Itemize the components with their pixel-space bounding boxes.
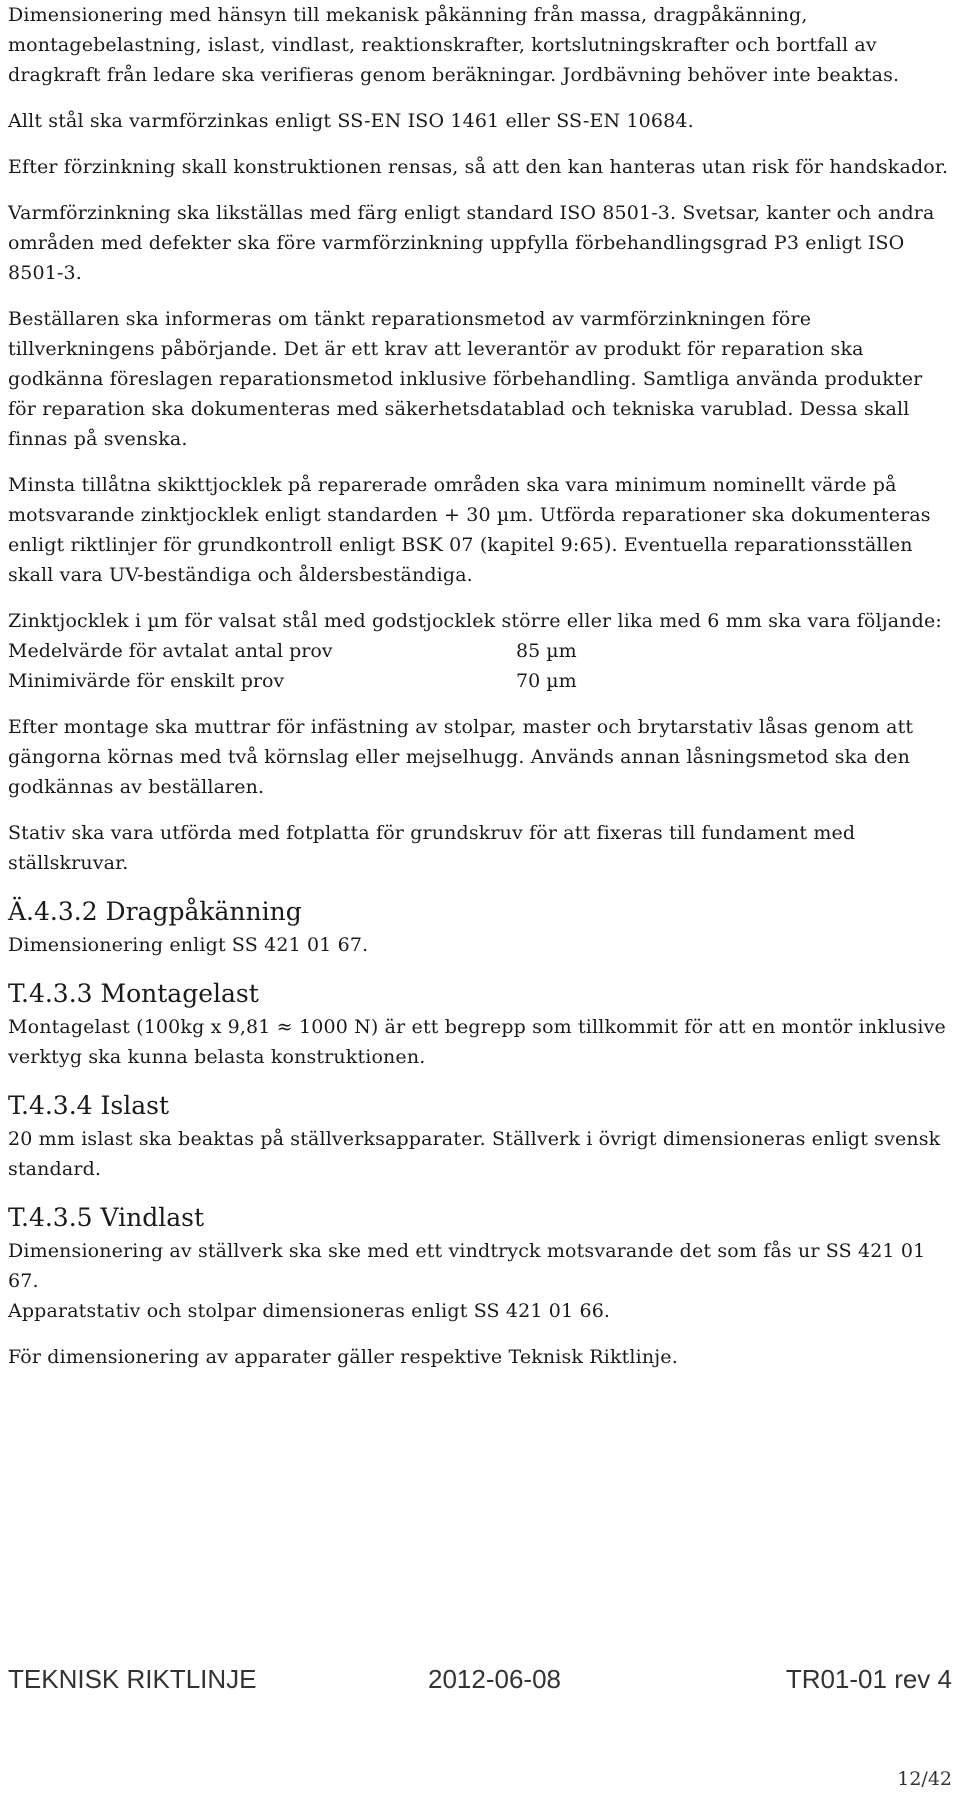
paragraph-zinktjocklek: Zinktjocklek i µm för valsat stål med godstjocklek större eller lika med 6 mm ska vara följande: — [8, 610, 942, 632]
footer-title: TEKNISK RIKTLINJE — [8, 1664, 257, 1694]
section-text-montagelast: Montagelast (100kg x 9,81 ≈ 1000 N) är ett begrepp som tillkommit för att en montör inklusive verktyg ska kunna belasta konstruktionen. — [8, 1016, 946, 1068]
paragraph-stativ: Stativ ska vara utförda med fotplatta för grundskruv för att fixeras till fundament med ställskruvar. — [8, 822, 856, 874]
footer-doc-id: TR01-01 rev 4 — [785, 1664, 952, 1694]
paragraph-closing: För dimensionering av apparater gäller respektive Teknisk Riktlinje. — [8, 1346, 678, 1368]
table-row-label: Medelvärde för avtalat antal prov — [8, 640, 333, 662]
paragraph-varmforzinkning: Allt stål ska varmförzinkas enligt SS-EN ISO 1461 eller SS-EN 10684. — [8, 110, 694, 132]
page-footer — [0, 1664, 960, 1708]
table-row-value: 70 µm — [516, 670, 577, 692]
paragraph-rensning: Efter förzinkning skall konstruktionen rensas, så att den kan hanteras utan risk för handskador. — [8, 156, 949, 178]
paragraph-dimensionering: Dimensionering med hänsyn till mekanisk påkänning från massa, dragpåkänning, montagebelastning, islast, vindlast, reaktionskrafter, kortslutningskrafter och bortfall av dragkraft från ledare ska verifieras genom beräkningar. Jordbävning behöver inte beaktas. — [8, 4, 900, 86]
table-row-value: 85 µm — [516, 640, 577, 662]
page-number: 12/42 — [897, 1768, 952, 1790]
paragraph-reparationsmetod: Beställaren ska informeras om tänkt reparationsmetod av varmförzinkningen före tillverkningens påbörjande. Det är ett krav att leverantör av produkt för reparation ska godkänna föreslagen reparationsmetod inklusive förbehandling. Samtliga använda produkter för reparation ska dokumenteras med säkerhetsdatablad och tekniska varublad. Dessa skall finnas på svenska. — [8, 308, 923, 450]
paragraph-skikttjocklek: Minsta tillåtna skikttjocklek på reparerade områden ska vara minimum nominellt värde på motsvarande zinktjocklek enligt standarden + 30 µm. Utförda reparationer ska dokumenteras enligt riktlinjer för grundkontroll enligt BSK 07 (kapitel 9:65). Eventuella reparationsställen skall vara UV-beständiga och åldersbeständiga. — [8, 474, 931, 586]
section-heading-dragpakanning: Ä.4.3.2 Dragpåkänning — [8, 897, 302, 926]
section-heading-vindlast: T.4.3.5 Vindlast — [8, 1203, 204, 1232]
section-heading-islast: T.4.3.4 Islast — [8, 1091, 169, 1120]
paragraph-farg-standard: Varmförzinkning ska likställas med färg enligt standard ISO 8501-3. Svetsar, kanter och andra områden med defekter ska före varmförzinkning uppfylla förbehandlingsgrad P3 enligt ISO 8501-3. — [8, 202, 935, 284]
section-text-apparatstativ: Apparatstativ och stolpar dimensioneras enligt SS 421 01 66. — [8, 1300, 611, 1322]
zinc-thickness-table — [8, 636, 952, 696]
paragraph-muttrar: Efter montage ska muttrar för infästning av stolpar, master och brytarstativ låsas genom att gängorna körnas med två körnslag eller mejselhugg. Används annan låsningsmetod ska den godkännas av beställaren. — [8, 716, 914, 798]
footer-date: 2012-06-08 — [428, 1664, 561, 1694]
section-heading-montagelast: T.4.3.3 Montagelast — [8, 979, 259, 1008]
section-text-islast: 20 mm islast ska beaktas på ställverksapparater. Ställverk i övrigt dimensioneras enligt svensk standard. — [8, 1128, 941, 1180]
document-page — [8, 0, 952, 1372]
section-text-vindlast: Dimensionering av ställverk ska ske med ett vindtryck motsvarande det som fås ur SS 421 01 67. — [8, 1240, 926, 1292]
table-row-label: Minimivärde för enskilt prov — [8, 670, 285, 692]
section-text-dragpakanning: Dimensionering enligt SS 421 01 67. — [8, 934, 369, 956]
